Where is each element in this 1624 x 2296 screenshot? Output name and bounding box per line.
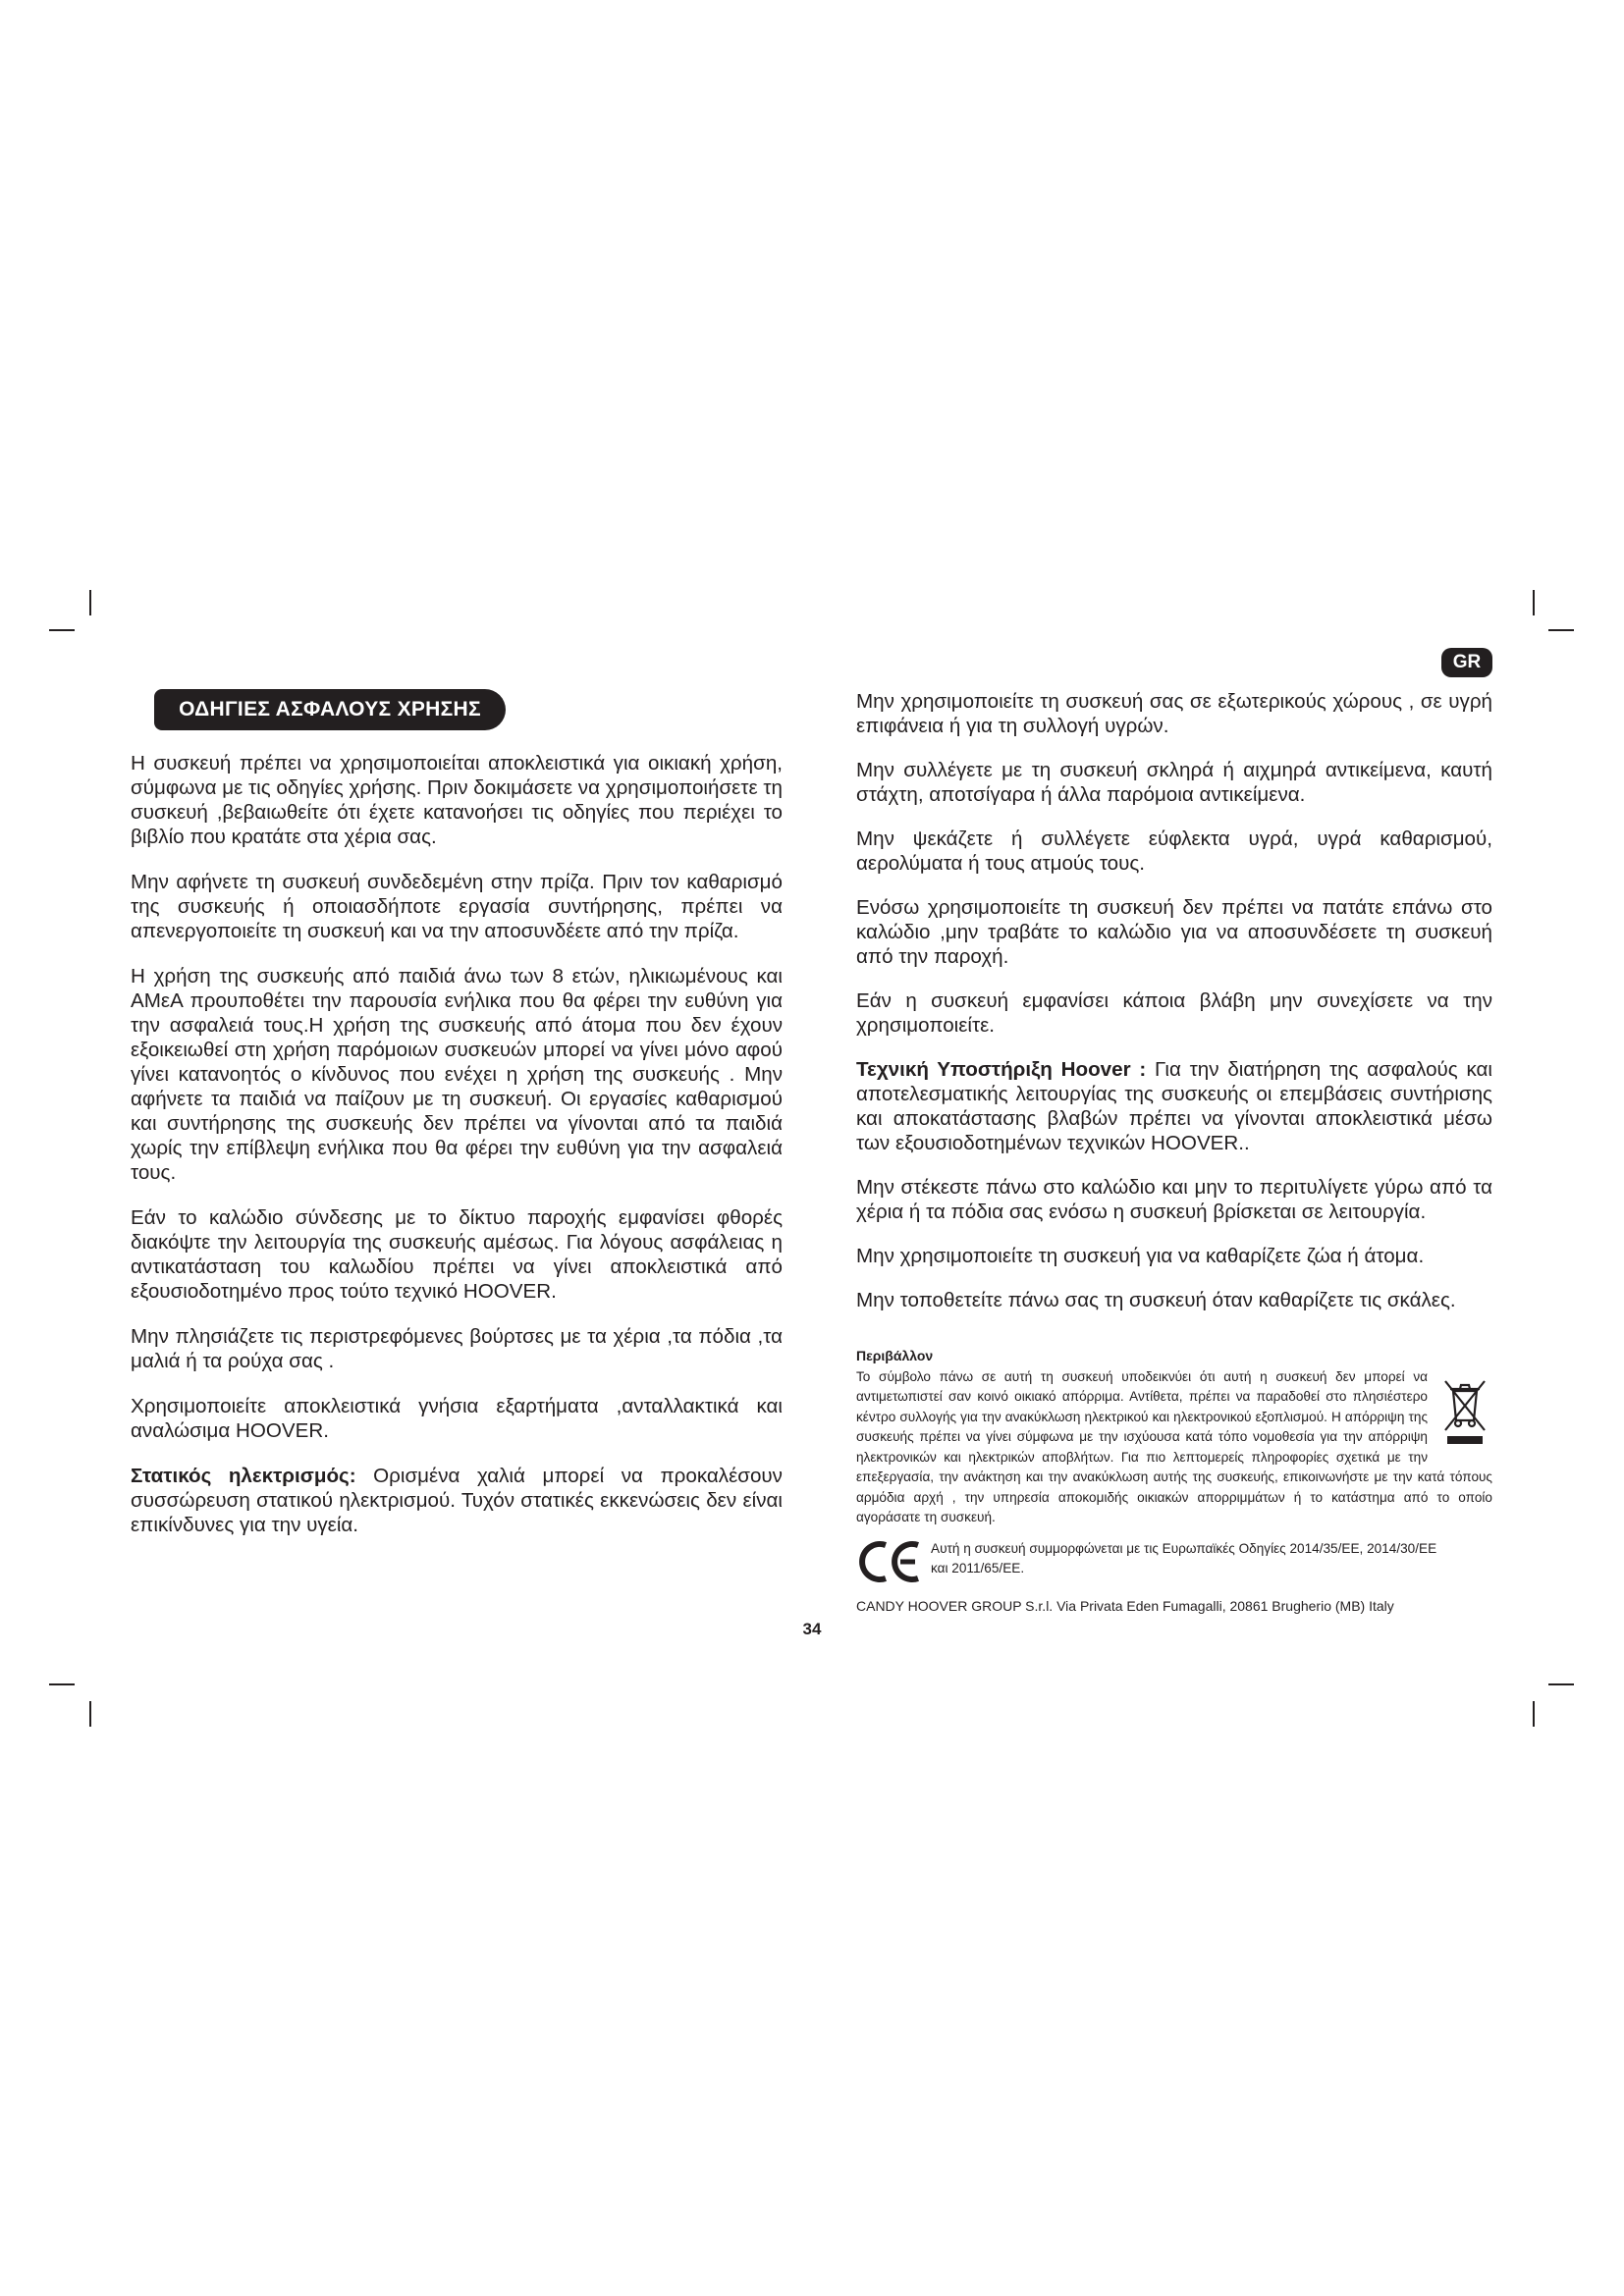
paragraph: Μην τοποθετείτε πάνω σας τη συσκευή όταν καθαρίζετε τις σκάλες. bbox=[856, 1289, 1456, 1311]
paragraph: Μην συλλέγετε με τη συσκευή σκληρά ή αιχμηρά αντικείμενα, καυτή στάχτη, αποτσίγαρα ή άλλα παρόμοια αντικείμενα. bbox=[856, 759, 1492, 806]
environment-section bbox=[856, 1346, 1492, 1528]
environment-title: Περιβάλλον bbox=[856, 1348, 934, 1363]
support-lead: Τεχνική Υποστήριξη Hoover : bbox=[856, 1058, 1147, 1081]
paragraph: Εάν το καλώδιο σύνδεσης με το δίκτυο παροχής εμφανίσει φθορές διακόψτε την λειτουργία της συσκευής αμέσως. Για λόγους ασφάλειας η αντικατάσταση του καλωδίου πρέπει να γίνει αποκλειστικά από εξουσιοδοτημένο προς τούτο τεχνικό HOOVER. bbox=[131, 1206, 783, 1303]
paragraph: Χρησιμοποιείτε αποκλειστικά γνήσια εξαρτήματα ,ανταλλακτικά και αναλώσιμα HOOVER. bbox=[131, 1395, 783, 1442]
crop-mark bbox=[1533, 1701, 1535, 1727]
left-column bbox=[131, 751, 783, 1558]
ce-text-line: Αυτή η συσκευή συμμορφώνεται με τις Ευρωπαϊκές Οδηγίες 2014/35/ΕΕ, 2014/30/ΕΕ bbox=[931, 1541, 1437, 1556]
crop-mark bbox=[1533, 590, 1535, 615]
paragraph: Η χρήση της συσκευής από παιδιά άνω των 8 ετών, ηλικιωμένους και ΑΜεΑ προυποθέτει την παρουσία ενήλικα που θα φέρει την ευθύνη για την ασφαλειά τους.Η χρήση της συσκευής από άτομα που δεν έχουν εξοικειωθεί στη χρήση παρόμοιων συσκευών μπορεί να γίνει μόνο αφού γίνει κατανοητός ο κίνδυνος που ενέχει η χρήση της συσκευής . Μην αφήνετε τα παιδιά να παίζουν με τη συσκευή. Οι εργασίες καθαρισμού και συντήρησης της συσκευής δεν πρέπει να γίνονται από τα παιδιά χωρίς την επίβλεψη ενήλικα που θα φέρει την ευθύνη για την ασφαλειά τους. bbox=[131, 965, 783, 1184]
static-text: Ορισμένα χαλιά μπορεί να προκαλέσουν συσσώρευση στατικού ηλεκτρισμού. Τυχόν στατικές εκκενώσεις δεν είναι επικίνδυνες για την υγεία. bbox=[131, 1465, 783, 1536]
crop-mark bbox=[89, 590, 91, 615]
static-lead: Στατικός ηλεκτρισμός: bbox=[131, 1465, 356, 1487]
language-badge: GR bbox=[1441, 648, 1492, 677]
ce-declaration bbox=[856, 1537, 1492, 1586]
paragraph: Μην αφήνετε τη συσκευή συνδεδεμένη στην πρίζα. Πριν τον καθαρισμό της συσκευής ή οποιασδήποτε εργασία συντήρησης, πρέπει να απενεργοποιείτε τη συσκευή και να την αποσυνδέετε από την πρίζα. bbox=[131, 871, 783, 942]
paragraph: Η συσκευή πρέπει να χρησιμοποιείται αποκλειστικά για οικιακή χρήση, σύμφωνα με τις οδηγίες χρήσης. Πριν δοκιμάσετε να χρησιμοποιήσετε τη συσκευή ,βεβαιωθείτε ότι έχετε κατανοήσει τις οδηγίες που περιέχει το βιβλίο που κρατάτε στα χέρια σας. bbox=[131, 752, 783, 848]
section-title: ΟΔΗΓΙΕΣ ΑΣΦΑΛΟΥΣ ΧΡΗΣΗΣ bbox=[154, 689, 506, 730]
paragraph: Μην χρησιμοποιείτε τη συσκευή για να καθαρίζετε ζώα ή άτομα. bbox=[856, 1245, 1425, 1267]
paragraph: Εάν η συσκευή εμφανίσει κάποια βλάβη μην συνεχίσετε να την χρησιμοποιείτε. bbox=[856, 989, 1492, 1037]
page-number: 34 bbox=[802, 1620, 822, 1638]
environment-text: Το σύμβολο πάνω σε αυτή τη συσκευή υποδεικνύει ότι αυτή η συσκευή δεν μπορεί να αντιμετωπιστεί σαν κοινό οικιακό απόρριμα. Αντίθετα, πρέπει να παραδοθεί στο πλησιέστερο κέντρο συλλογής για την ανακύκλωση ηλεκτρικού και ηλεκτρονικού εξοπλισμού. Η απόρριψη της συσκευής πρέπει να γίνει σύμφωνα με την ισχύουσα κατά τόπο νομοθεσία για την απόρριψη ηλεκτρονικών και ηλεκτρικών αποβλήτων. Για πιο λεπτομερείς πληροφορίες σχετικά με την επεξεργασία, την ανάκτηση και την ανακύκλωση αυτής της συσκευής, επικοινωνήστε με την κατά τόπους αρμόδια αρχή , την υπηρεσία αποκομιδής οικιακών απορριμμάτων ή το κατάστημα από το οποίο αγοράσατε τη συσκευή. bbox=[856, 1368, 1492, 1524]
paragraph: Ενόσω χρησιμοποιείτε τη συσκευή δεν πρέπει να πατάτε επάνω στο καλώδιο ,μην τραβάτε το καλώδιο για να αποσυνδέσετε τη συσκευή από την παροχή. bbox=[856, 896, 1492, 968]
paragraph: Μην χρησιμοποιείτε τη συσκευή σας σε εξωτερικούς χώρους , σε υγρή επιφάνεια ή για τη συλλογή υγρών. bbox=[856, 690, 1492, 737]
crop-mark bbox=[1548, 1683, 1574, 1685]
paragraph-static bbox=[131, 1464, 783, 1537]
crop-mark bbox=[49, 629, 75, 631]
support-text: Για την διατήρηση της ασφαλούς και αποτελεσματικής λειτουργίας της συσκευής οι επεμβάσεις συντήρισης και αποκατάστασης βλαβών πρέπει να γίνονται αποκλειστικά μέσω των εξουσιοδοτημένων τεχνικών HOOVER.. bbox=[856, 1058, 1492, 1154]
crossed-bin-icon bbox=[1437, 1371, 1492, 1446]
ce-text-line: και 2011/65/ΕΕ. bbox=[931, 1561, 1025, 1575]
paragraph: Μην ψεκάζετε ή συλλέγετε εύφλεκτα υγρά, υγρά καθαρισμού, αερολύματα ή τους ατμούς τους. bbox=[856, 828, 1492, 875]
paragraph: Μην πλησιάζετε τις περιστρεφόμενες βούρτσες με τα χέρια ,τα πόδια ,τα μαλιά ή τα ρούχα σας . bbox=[131, 1325, 783, 1372]
crop-mark bbox=[49, 1683, 75, 1685]
paragraph-support bbox=[856, 1057, 1492, 1155]
paragraph: Μην στέκεστε πάνω στο καλώδιο και μην το περιτυλίγετε γύρω από τα χέρια ή τα πόδια σας ενόσω η συσκευή βρίσκεται σε λειτουργία. bbox=[856, 1176, 1492, 1223]
company-address: CANDY HOOVER GROUP S.r.l. Via Privata Eden Fumagalli, 20861 Brugherio (MB) Italy bbox=[856, 1598, 1394, 1614]
ce-text bbox=[931, 1539, 1436, 1578]
right-column bbox=[856, 689, 1492, 1332]
crop-mark bbox=[89, 1701, 91, 1727]
ce-mark-icon bbox=[856, 1537, 923, 1586]
crop-mark bbox=[1548, 629, 1574, 631]
